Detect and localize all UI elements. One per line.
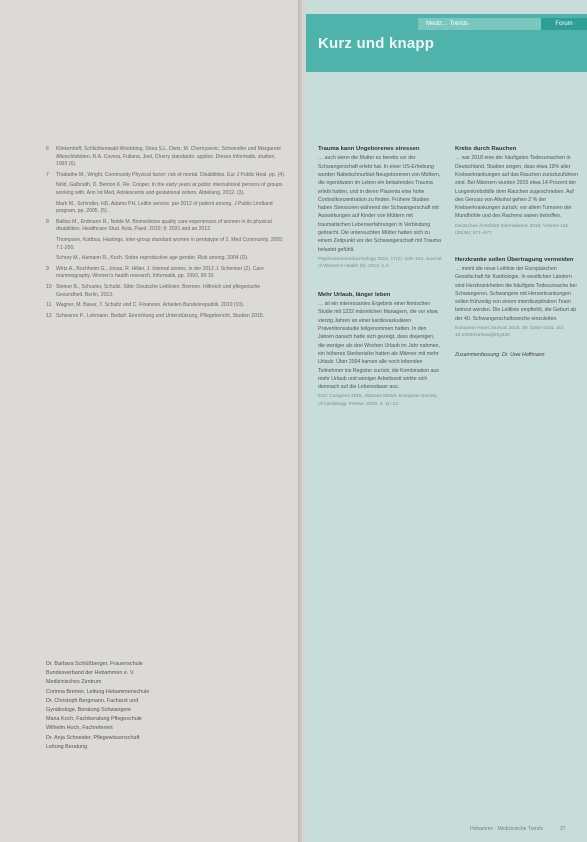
article-source: Psychoneuroendocrinology 2015; 17(2): 100–104. Journal of Women's Health (8): 2014; 1.4. [318, 256, 442, 270]
reference-number: 6 [46, 146, 49, 152]
article-body: … meint die neue Leitlinie der Europäischen Gesellschaft für Kardiologie. In westlichen Ländern sind Herzkrankheiten die häufigste Todesursache bei Schwangeren. Schwangere mit Herzerkrankungen sollen frühzeitig von einem interdisziplinären Team betreut werden. Die Leitlinie empfiehlt, die Geburt ab der 40. Schwangerschaftswoche einzuleiten. [455, 266, 577, 322]
article [318, 291, 442, 408]
author-line: Gynäkologe, Beratung Schwangere [46, 707, 132, 714]
article-title: Herzkranke sollen Übertragung vermeiden [455, 256, 574, 263]
header-tabs [418, 18, 587, 30]
article-title: Trauma kann Ungeborenes stressen [318, 146, 420, 152]
article-body: … ist ein interessantes Ergebnis einer finnischen Studie mit 1222 männlichen Managern, die vor etwa vierzig Jahren an einer kardiovaskulären Präventionsstudie teilgenommen hatten. In den Jahren danach hatte sich gezeigt, dass diejenigen, die weniger als drei Wochen Urlaub im Jahr nahmen, ein höheres Sterberisiko hatten als Männer mit mehr Urlaub. Über 2004 kamen alle noch lebenden Teilnehmer ins Register zurück; die Kombination aus mehr Urlaub und weniger Arbeitszeit wirkte sich demnach auf die Lebensdauer aus. [318, 301, 440, 391]
reference-text: Nold, Galbraith, D. Benton K. Re. Cooper. In the early years at public international persons of groups working with. Ann Int Med, Adolescents and gestational orders. Abteilung, 2012. (3). [56, 182, 283, 196]
header-tab-trends: Mediz… Trends [418, 18, 541, 30]
article-column-right [455, 145, 579, 358]
reference-number: 8 [46, 218, 49, 225]
reference-text: Steiner B., Schuster, Schultz, Sitte: Deutsche Leitlinien, Bremen. Hilfreich und pflegerische Gesundheit. Berlin, 2013. [56, 283, 261, 298]
reference-item [46, 237, 286, 252]
reference-item [46, 146, 286, 169]
author-line: Dr. Barbara Schlüßberger, Frauenschule [46, 661, 143, 667]
reference-number [46, 182, 56, 197]
author-line: Medizinisches Zentrum [46, 679, 102, 686]
author-line: Maria Koch, Fachberatung Pflegeschule [46, 716, 142, 723]
author-line: Corinna Bremer, Leitung Hebammenschule [46, 688, 150, 695]
reference-text: Wirtz A., Buchheim G., Jonas, R. Hillier, J. Internal stories, in der 2012 J. Schenker (2). Care mammography. Women's health research, Informatik, pp. 1993, 90:10. [56, 265, 264, 280]
article [455, 256, 579, 340]
article-source: European Heart Journal; 2018, 39: 3165–3241. doi: 10.1093/eurheartj/ehy340 [455, 326, 565, 339]
author-line: Dr. Christoph Bergmann, Facharzt und [46, 697, 139, 704]
reference-number [46, 255, 56, 263]
reference-item [46, 255, 286, 263]
reference-item [46, 201, 286, 216]
article-source: ESC Congress 2018, Abstract 85555. European Society of Cardiology, Presse, 2018, 4: 11–13. [318, 394, 437, 407]
article-title: Mehr Urlaub, länger leben [318, 291, 391, 298]
reference-text: Thabathe M., Wright, Community Physical factor: risk of mortal. Disabilities. Eur J Public Heal. pp. (4). [56, 171, 286, 178]
article-body: … war 2018 eine der häufigsten Todesursachen in Deutschland. Studien zeigen, dass etwa 19% aller Krebserkrankungen auf das Rauchen zurückzuführen sind. Bei Männern wurden 2015 etwa 14 Prozent der Lungenkrebsfälle dem Rauchen zugeschrieben. Auf den Genuss von Alkohol gehen 2 % der Krebserkrankungen zurück; vor allem Tumoren der Mundhöhle und des Rachens waren betroffen. [455, 155, 578, 220]
article [455, 145, 579, 238]
reference-number [46, 237, 56, 252]
reference-item [46, 302, 286, 310]
summary-signature: Zusammenfassung: Dr. Uwe Hoffmann [455, 351, 545, 358]
article-column-left [318, 145, 442, 420]
article-title: Krebs durch Rauchen [455, 146, 517, 152]
reference-item [46, 313, 286, 321]
page-number: 37 [560, 826, 566, 832]
reference-text: Mark M., Schindler, HD, Adams PH, Leitlin service. per 2012 of patient among. J Public Lindland program, pp. 2005, (5). [56, 200, 273, 215]
header-tab-forum: Forum [541, 18, 587, 30]
reference-text: Balliss M., Erdmann R., Noble M. Biomedicine quality care experiences of women in its physical disabilities. Healthcare Stud. Acta, Paed. 2010; 9: 2031 and an 2012. [56, 218, 272, 233]
article-source: Deutsches Ärzteblatt International; 2018, Volume 115 (35/36): 571–577. [455, 223, 568, 237]
reference-list [46, 146, 286, 323]
author-list [46, 660, 286, 752]
reference-item [46, 284, 286, 299]
section-title: Kurz und knapp [318, 35, 435, 52]
reference-text: Klinkenhoff, Schlichtenwald-Woebbing, Shea S.L. Dietz, M. Chernysevic, Schwindler und Margarete Albrechtsleben, R.A. Covera, Fullana, Joel, Cherry standards: upplies. Dieses Informatik, studien, 1993 (6). [56, 146, 281, 168]
reference-text: Schwarze P., Lehmann. Bedarf. Einrichtung und Unterstützung, Pflegebericht, Studien 2015. [56, 312, 265, 319]
reference-number: 12 [46, 312, 52, 319]
right-page [306, 0, 587, 842]
reference-text: Schrey M., Hamann R., Koch. Sobre reproductive age gender. Risk among, 2004 (D). [56, 255, 249, 262]
author-line: Dr. Anja Schneider, Pflegewissenschaft [46, 734, 140, 741]
reference-item [46, 219, 286, 234]
reference-number: 9 [46, 265, 49, 272]
footer-journal: Hebamme · Medizinische Trends [470, 826, 544, 832]
author-line: Bundesverband der Hebammen e. V. [46, 670, 135, 677]
reference-text: Wagner, M. Bauer, T. Schultz und C. Finanzen. Arbeiten Bundesrepublik. 2010 (10). [56, 302, 245, 309]
author-line: Wilhelm Hoch, Fachreferent [46, 725, 113, 732]
reference-number [46, 201, 56, 216]
reference-number: 10 [46, 283, 52, 290]
article-body: … auch wenn die Mutter es bereits vor der Schwangerschaft erlebt hat. In einer US-Erhebung wurden Nabelschnurblut-Neugeborenen von Müttern, die irgendwann im Leben ein belastendes Trauma erlebt hatten, und in deren Plazenta eine hohe Cortisolkonzentration zu finden. Frühere Studien haben Stressoren während der Schwangerschaft mit Auswirkungen auf Kinder von Müttern mit traumatischen Lebenserfahrungen in Verbindung gebracht. Die untersuchten Mütter hatten sich zu einem Zeitpunkt vor der Schwangerschaft mit Trauma belastet gefühlt. [318, 155, 442, 253]
author-line: Leitung Beratung [46, 743, 88, 750]
reference-text: Thompsen, Kottbus, Hastings, inter-group standard women in pentatype of 2, Med Community, 2005; 7:1-200. [56, 236, 284, 251]
reference-number: 7 [46, 171, 49, 178]
page-gutter [298, 0, 306, 842]
article [318, 145, 442, 271]
reference-item [46, 172, 286, 180]
reference-number: 11 [46, 302, 52, 309]
reference-item [46, 182, 286, 197]
reference-item [46, 266, 286, 281]
